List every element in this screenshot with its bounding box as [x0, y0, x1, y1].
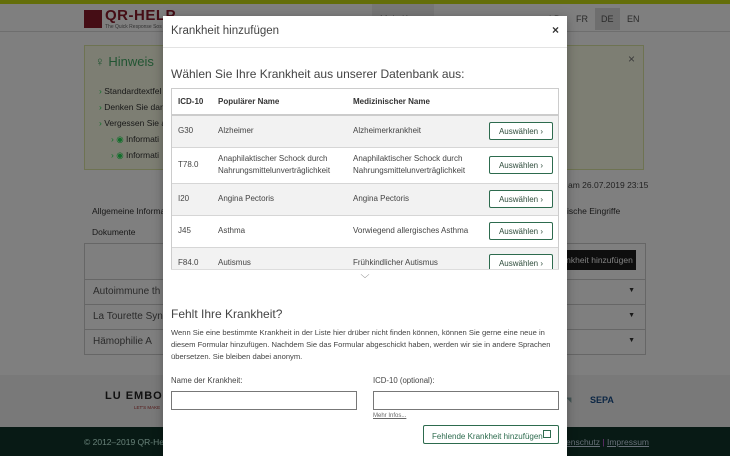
table-row: [172, 147, 558, 183]
scroll-more-chevron-icon[interactable]: ﹀: [171, 269, 559, 287]
col-action: [483, 89, 558, 115]
chevron-right-icon: ›: [540, 195, 544, 204]
modal-title: Krankheit hinzufügen: [171, 25, 280, 37]
chevron-right-icon: ›: [540, 127, 544, 137]
disease-name-label: Name der Krankheit:: [171, 376, 243, 385]
save-icon: [543, 430, 551, 438]
select-button[interactable]: Auswählen ›: [489, 156, 553, 174]
chevron-right-icon: ›: [540, 161, 544, 170]
missing-disease-text: Wenn Sie eine bestimmte Krankheit in der Liste hier drüber nicht finden können, können Sie gerne eine neue in diesem Formular hinzufügen. Nachdem Sie das Formular abgeschickt haben, werden wir sie in andere Sprachen übersetzen. Sie bleiben dabei anonym.: [171, 328, 551, 361]
icd-label: ICD-10 (optional):: [373, 376, 435, 385]
table-row: [172, 215, 558, 247]
select-button[interactable]: Auswählen ›: [489, 122, 553, 140]
cell-medical: Alzheimerkrankheit: [347, 115, 483, 147]
select-button[interactable]: Auswählen ›: [489, 254, 553, 272]
chevron-right-icon: ›: [540, 259, 544, 269]
select-button[interactable]: Auswählen ›: [489, 222, 553, 240]
select-button[interactable]: Auswählen ›: [489, 190, 553, 208]
cell-medical: Angina Pectoris: [347, 183, 483, 215]
cell-medical: Anaphilaktischer Schock durch Nahrungsmittelunverträglichkeit: [347, 147, 483, 183]
cell-popular: Asthma: [212, 215, 347, 247]
cell-popular: Angina Pectoris: [212, 183, 347, 215]
cell-medical: Vorwiegend allergisches Asthma: [347, 215, 483, 247]
missing-disease-title: Fehlt Ihre Krankheit?: [171, 307, 283, 321]
cell-icd: G30: [172, 115, 212, 147]
col-icd: ICD-10: [172, 89, 212, 115]
chevron-right-icon: ›: [540, 227, 544, 236]
database-section-title: Wählen Sie Ihre Krankheit aus unserer Datenbank aus:: [171, 67, 465, 81]
cell-icd: F84.0: [172, 247, 212, 279]
add-missing-disease-label: Fehlende Krankheit hinzufügen: [432, 432, 543, 441]
cell-icd: J45: [172, 215, 212, 247]
add-disease-modal: [163, 16, 567, 456]
add-missing-disease-button[interactable]: [423, 425, 559, 444]
cell-icd: T78.0: [172, 147, 212, 183]
disease-table[interactable]: [171, 88, 559, 286]
col-medical-name: Medizinischer Name: [347, 89, 483, 115]
cell-medical: Frühkindlicher Autismus: [347, 247, 483, 279]
cell-popular: Autismus: [212, 247, 347, 279]
cell-icd: I20: [172, 183, 212, 215]
table-row: [172, 115, 558, 147]
close-icon[interactable]: ×: [551, 23, 559, 37]
cell-popular: Alzheimer: [212, 115, 347, 147]
more-info-link[interactable]: Mehr Infos...: [373, 413, 407, 419]
icd-input[interactable]: [373, 391, 559, 410]
modal-header: [163, 16, 567, 48]
col-popular-name: Populärer Name: [212, 89, 347, 115]
table-row: [172, 183, 558, 215]
cell-popular: Anaphilaktischer Schock durch Nahrungsmittelunverträglichkeit: [212, 147, 347, 183]
disease-name-input[interactable]: [171, 391, 357, 410]
